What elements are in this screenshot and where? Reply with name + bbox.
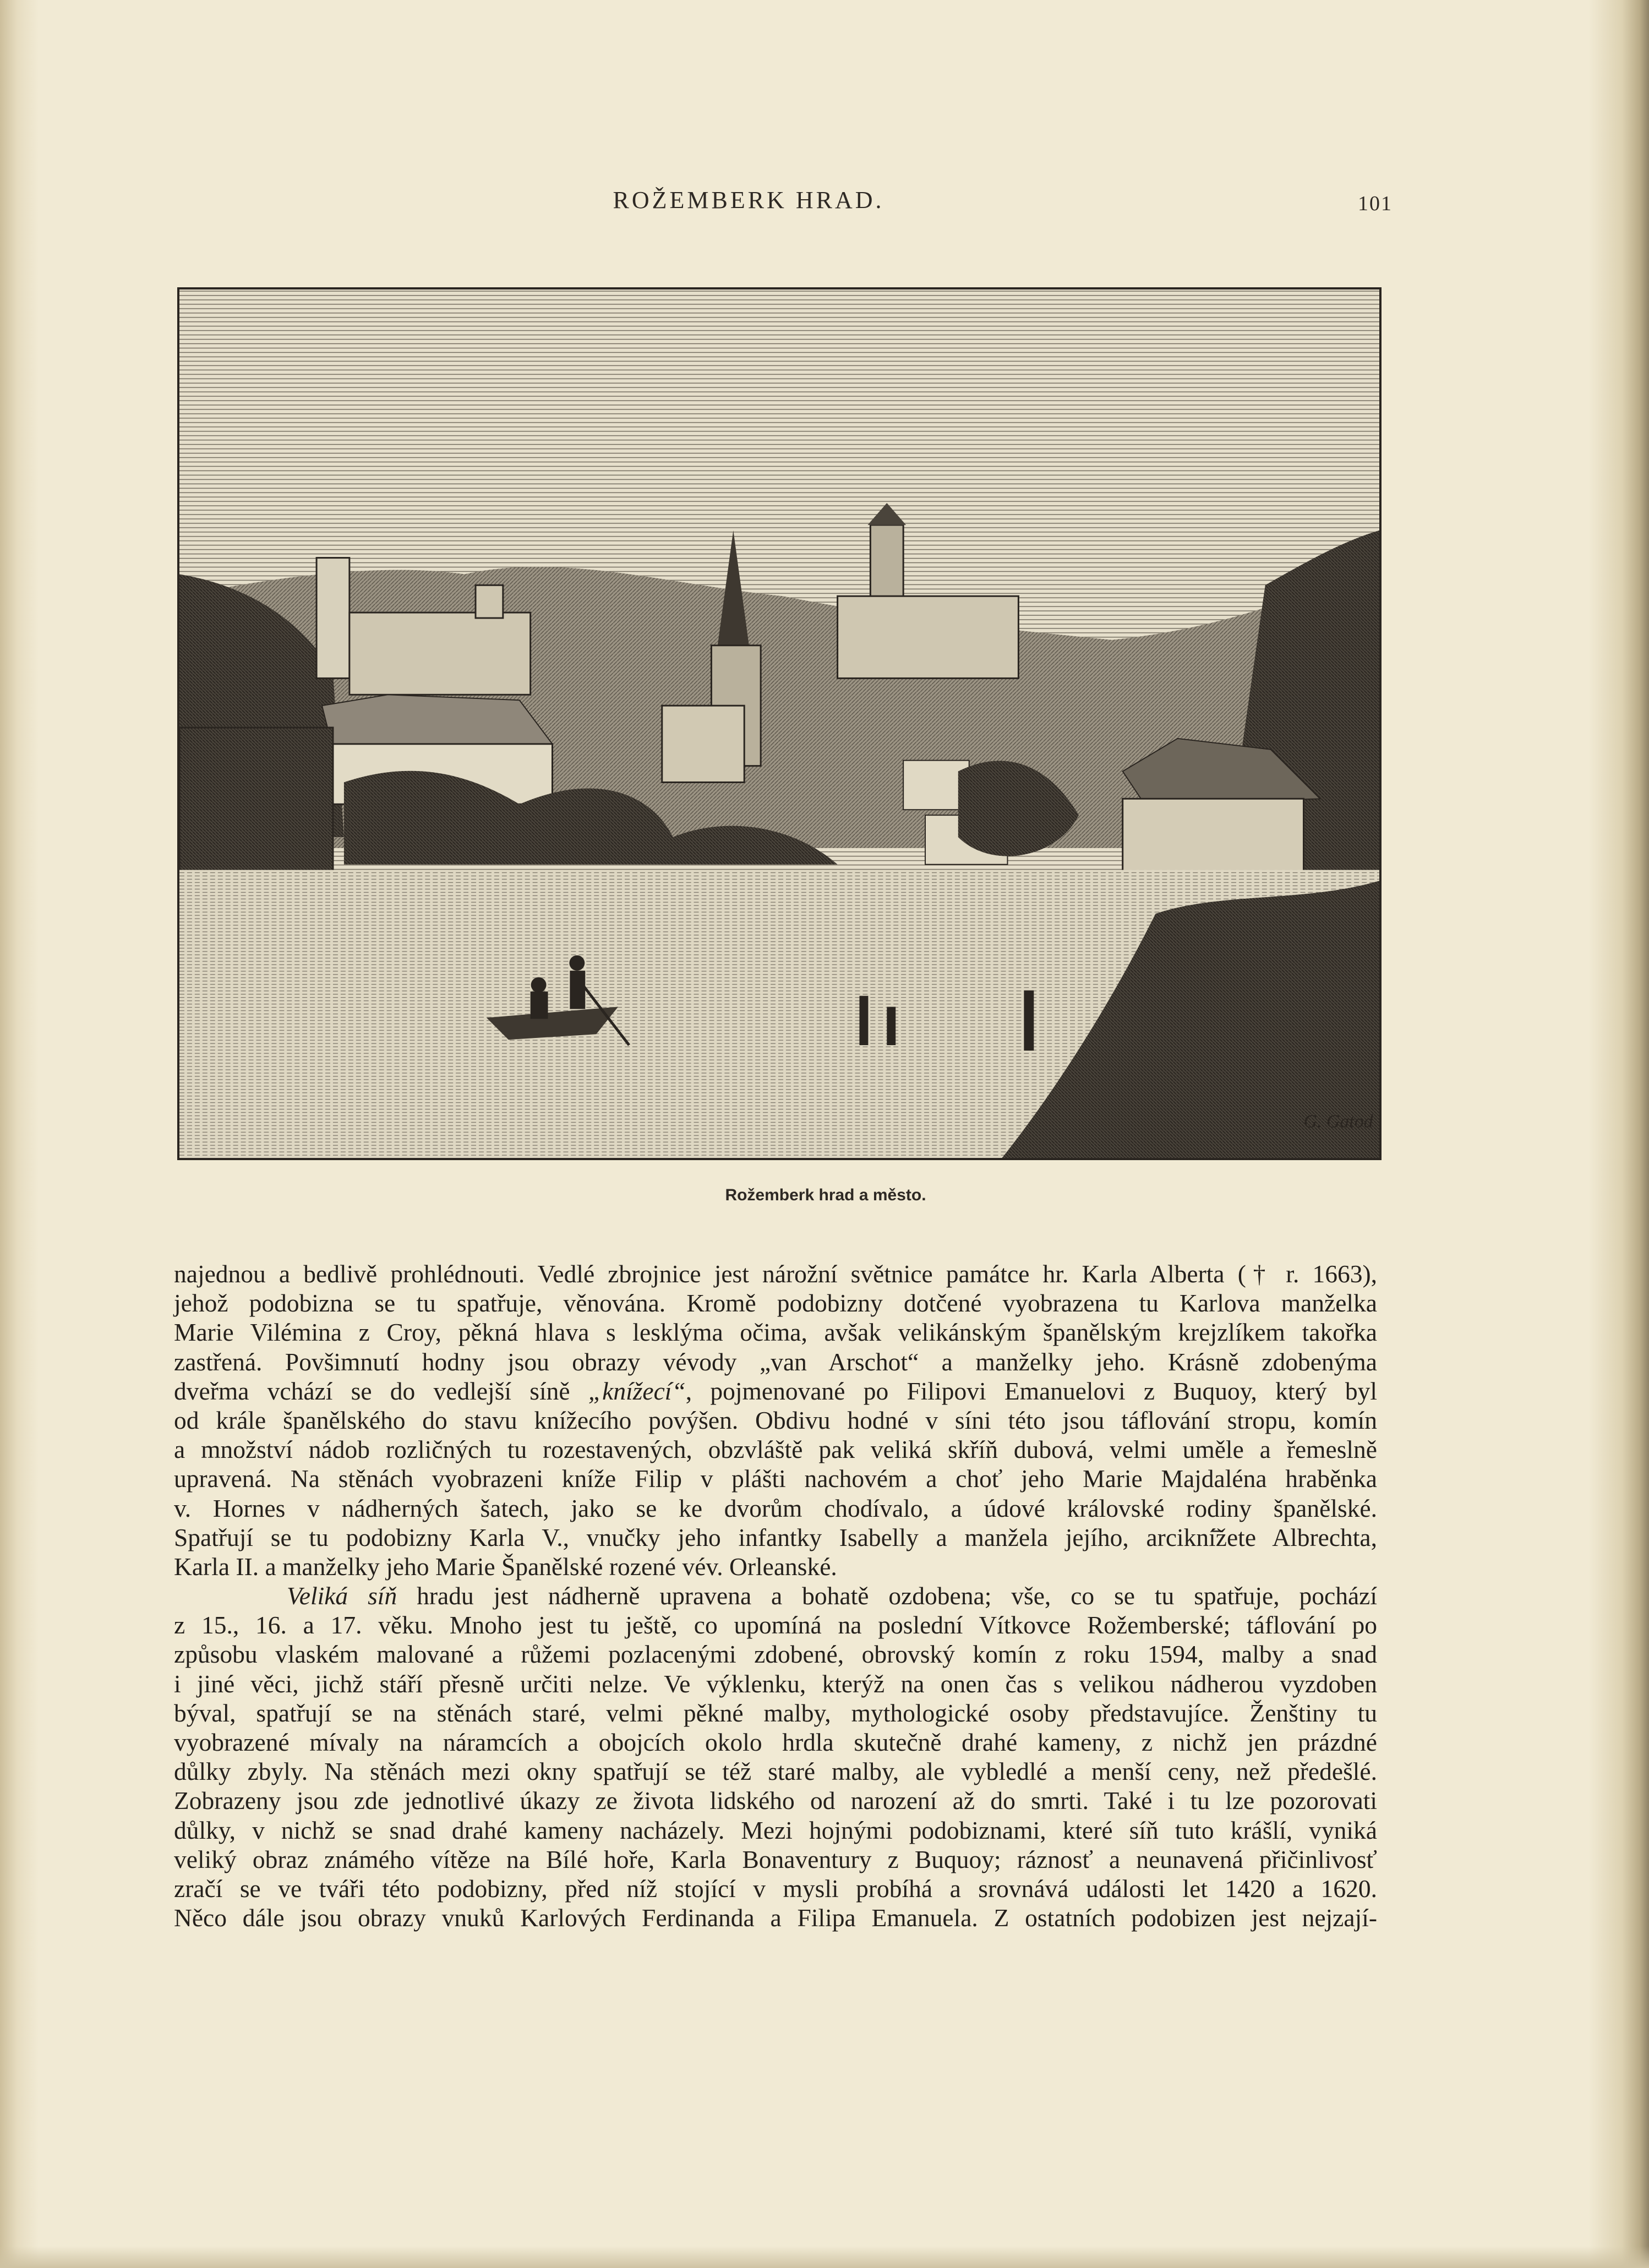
- engraver-signature: G. Gatod: [1303, 1111, 1373, 1132]
- text-line: býval, spatřují se na stěnách staré, velmi pěkné malby, mythologické osoby představujíce. Ženštiny tu: [174, 1698, 1377, 1727]
- text-line: od krále španělského do stavu knížecího povýšen. Obdivu hodné v síni této jsou táflování stropu, komín: [174, 1406, 1377, 1434]
- text-line: Spatřují se tu podobizny Karla V., vnučky jeho infantky Isabelly a manžela jejího, arcikní̄žete Albrechta,: [174, 1523, 1377, 1551]
- page-edge-shadow: [1588, 0, 1649, 2268]
- castle-town-engraving: [179, 289, 1379, 1158]
- figure-caption: Rožemberk hrad a město.: [725, 1186, 926, 1204]
- text-line: dveřma vchází se do vedlejší síně „knížecí“, pojmenované po Filipovi Emanuelovi z Buquoy, který byl: [174, 1376, 1377, 1405]
- text-line: zračí se ve tváři této podobizny, před níž stojící v mysli probíhá a srovnává události let 1420 a 1620.: [174, 1874, 1377, 1903]
- text-line: i jiné věci, jichž stáří přesně určiti nelze. Ve výklenku, kterýž na onen čas s velikou nádherou vyzdoben: [174, 1669, 1377, 1698]
- engraving-illustration: [177, 287, 1382, 1160]
- text-line: Zobrazeny jsou zde jednotlivé úkazy ze života lidského od narození až do smrti. Také i tu lze pozorovati: [174, 1786, 1377, 1815]
- page-number: 101: [1358, 192, 1393, 215]
- body-text: [174, 1259, 1377, 1932]
- italic-term: „knížecí“: [588, 1376, 686, 1405]
- text-line: Karla II. a manželky jeho Marie Španělské rozené vév. Orleanské.: [174, 1552, 837, 1581]
- text-line: v. Hornes v nádherných šatech, jako se ke dvorům chodívalo, a údové královské rodiny španělské.: [174, 1494, 1377, 1522]
- text-line: Veliká síň hradu jest nádherně upravena a bohatě ozdobena; vše, co se tu spatřuje, pochází: [287, 1582, 1378, 1610]
- running-title: ROŽEMBERK HRAD.: [613, 187, 884, 214]
- text-line: důlky zbyly. Na stěnách mezi okny spatřují se též staré malby, ale vybledlé a menší ceny, než předešlé.: [174, 1757, 1377, 1786]
- text-line: veliký obraz známého vítěze na Bílé hoře, Karla Bonaventury z Buquoy; ráznosť a neunavená přičinlivosť: [174, 1845, 1377, 1873]
- page-bottom-edge: [0, 2246, 1649, 2268]
- text-line: způsobu vlaském malované a růžemi pozlacenými zdobené, obrovský komín z roku 1594, malby a snad: [174, 1640, 1377, 1669]
- text-line: důlky, v nichž se snad drahé kameny nacházely. Mezi hojnými podobiznami, které síň tuto krášlí, vyniká: [174, 1816, 1377, 1844]
- text-line: upravená. Na stěnách vyobrazeni kníže Filip v plášti nachovém a choť jeho Marie Majdaléna hraběnka: [174, 1464, 1377, 1493]
- text-line: najednou a bedlivě prohlédnouti. Vedlé zbrojnice jest nárožní světnice památce hr. Karla Alberta († r. 1663),: [174, 1260, 1377, 1288]
- text-line: Marie Vilémina z Croy, pěkná hlava s lesklýma očima, avšak velikánským španělským krejzlíkem takořka: [174, 1318, 1377, 1347]
- text-line: Něco dále jsou obrazy vnuků Karlových Ferdinanda a Filipa Emanuela. Z ostatních podobizen jest nejzají-: [174, 1904, 1377, 1932]
- text-line: a množství nádob rozličných tu rozestavených, obzvláště pak veliká skříň dubová, velmi uměle a řemeslně: [174, 1435, 1377, 1464]
- text-line: z 15., 16. a 17. věku. Mnoho jest tu ještě, co upomíná na poslední Vítkovce Rožemberské; táflování po: [174, 1611, 1377, 1639]
- text-line: jehož podobizna se tu spatřuje, věnována. Kromě podobizny dotčené vyobrazena tu Karlova manželka: [174, 1289, 1377, 1318]
- text-line: zastřená. Povšimnutí hodny jsou obrazy vévody „van Arschot“ a manželky jeho. Krásně zdobenýma: [174, 1347, 1377, 1376]
- italic-term: Veliká síň: [287, 1582, 397, 1610]
- text-line: vyobrazené mívaly na náramcích a obojcích okolo hrdla skutečně drahé kameny, z nichž jen prázdné: [174, 1728, 1377, 1756]
- book-spine-shadow: [0, 0, 39, 2268]
